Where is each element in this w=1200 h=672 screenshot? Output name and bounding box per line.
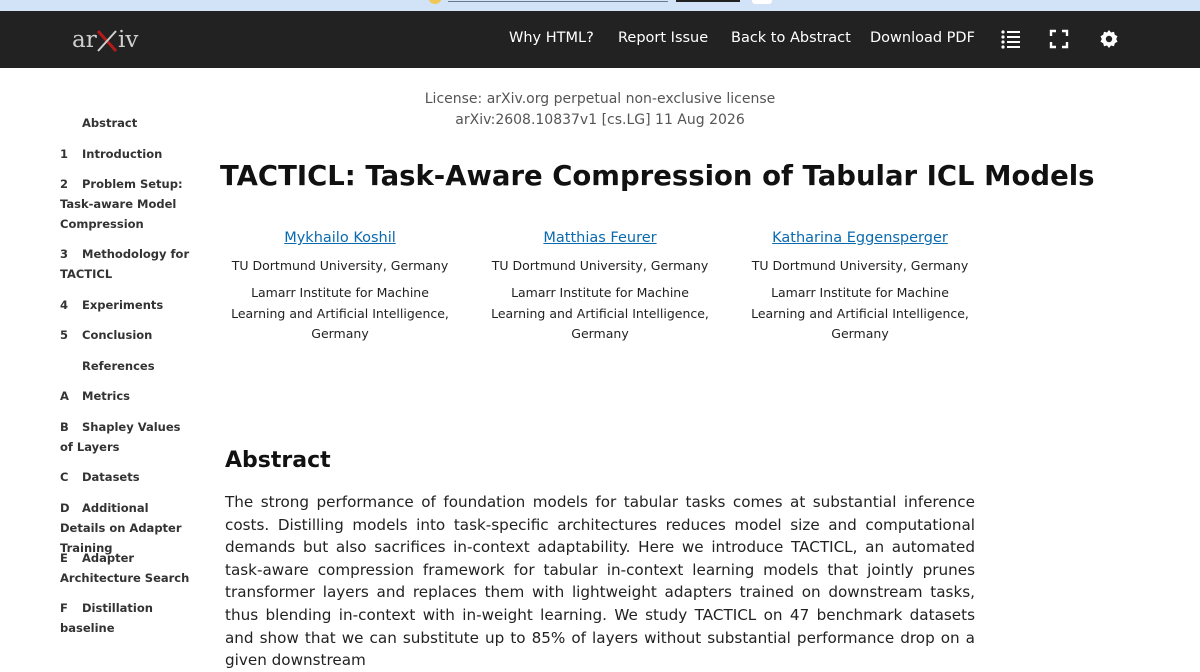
site-header [0, 11, 1200, 68]
toc-item-shapley-values[interactable] [60, 417, 194, 457]
toc-label: Introduction [82, 147, 163, 161]
toc-number: E [60, 551, 68, 565]
report-issue-link[interactable]: Report Issue [618, 30, 709, 46]
author-name-link[interactable]: Matthias Feurer [543, 230, 657, 246]
toc-item-metrics[interactable] [60, 386, 194, 406]
banner-link-sliver[interactable] [676, 0, 740, 2]
settings-gear-icon[interactable] [1097, 27, 1121, 51]
toc-item-experiments[interactable] [60, 295, 194, 315]
back-to-abstract-link[interactable]: Back to Abstract [731, 30, 851, 46]
toc-item-abstract[interactable] [60, 113, 194, 133]
toc-label: Metrics [82, 389, 131, 403]
svg-text:iv: iv [118, 27, 139, 53]
toc-item-problem-setup[interactable] [60, 174, 194, 234]
banner-text-sliver [448, 1, 668, 2]
toc-label: Experiments [82, 298, 164, 312]
paper-title: TACTICL: Task-Aware Compression of Tabular ICL Models [220, 160, 1095, 192]
toc-number: 5 [60, 328, 69, 342]
fullscreen-icon[interactable] [1047, 27, 1071, 51]
arxiv-logo[interactable] [72, 23, 144, 57]
toc-number: 2 [60, 177, 69, 191]
toc-label: References [82, 359, 155, 373]
author-affiliation: TU Dortmund University, Germany [491, 258, 709, 273]
toc-icon[interactable] [999, 27, 1023, 51]
logo-text: ar [72, 27, 97, 53]
toc-item-methodology[interactable] [60, 244, 194, 284]
toc-label: Conclusion [82, 328, 153, 342]
download-pdf-link[interactable]: Download PDF [870, 30, 975, 46]
toc-item-adapter-architecture[interactable] [60, 548, 194, 588]
author-affiliation: Lamarr Institute for Machine Learning and Artificial Intelligence, Germany [751, 285, 969, 341]
toc-label: Datasets [82, 470, 140, 484]
author-affiliation: Lamarr Institute for Machine Learning and Artificial Intelligence, Germany [231, 285, 449, 341]
toc-item-references[interactable] [60, 356, 194, 376]
arxiv-id-line: arXiv:2608.10837v1 [cs.LG] 11 Aug 2026 [455, 112, 745, 128]
abstract-heading: Abstract [225, 448, 331, 473]
toc-label: Distillation baseline [60, 601, 153, 635]
toc-item-conclusion[interactable] [60, 325, 194, 345]
author-affiliation: TU Dortmund University, Germany [751, 258, 969, 273]
toc-number: A [60, 389, 69, 403]
toc-label: Shapley Values of Layers [60, 420, 181, 454]
toc-number: F [60, 601, 68, 615]
toc-label: Abstract [82, 116, 138, 130]
toc-number: 3 [60, 247, 69, 261]
emoji-icon [428, 0, 442, 4]
banner-close-button[interactable] [752, 0, 772, 4]
toc-number: C [60, 470, 69, 484]
toc-number: 4 [60, 298, 69, 312]
toc-label: Methodology for TACTICL [60, 247, 190, 281]
toc-item-introduction[interactable] [60, 144, 194, 164]
toc-item-datasets[interactable] [60, 467, 194, 487]
author-block [735, 230, 985, 345]
author-affiliation: TU Dortmund University, Germany [231, 258, 449, 273]
author-block [215, 230, 465, 345]
author-name-link[interactable]: Katharina Eggensperger [772, 230, 948, 246]
toc-number: D [60, 501, 70, 515]
author-block [475, 230, 725, 345]
toc-number: B [60, 420, 69, 434]
toc-item-distillation[interactable] [60, 598, 194, 638]
license-line: License: arXiv.org perpetual non-exclusive license [424, 91, 776, 107]
toc-label: Adapter Architecture Search [60, 551, 190, 585]
toc-label: Problem Setup: Task-aware Model Compression [60, 177, 183, 231]
author-affiliation: Lamarr Institute for Machine Learning and Artificial Intelligence, Germany [491, 285, 709, 341]
toc-label: Additional Details on Adapter Training [60, 501, 182, 555]
abstract-paragraph: The strong performance of foundation models for tabular tasks comes at substantial inference costs. Distilling models into task-specific architectures reduces model size and computational demands but also sacrifices in-context adaptability. Here we introduce TACTICL, an automated task-aware compression framework for tabular in-context learning models that jointly prunes transformer layers and replaces them with lightweight adapters trained on downstream tasks, thus blending in-context with in-weight learning. We study TACTICL on 47 benchmark datasets and show that we can substitute up to 85% of layers without substantial performance drop on a given downstream [225, 493, 975, 670]
why-html-link[interactable]: Why HTML? [509, 30, 594, 46]
author-name-link[interactable]: Mykhailo Koshil [284, 230, 396, 246]
toc-number: 1 [60, 147, 69, 161]
toc-sidebar [0, 68, 200, 635]
announcement-banner [0, 0, 1200, 11]
